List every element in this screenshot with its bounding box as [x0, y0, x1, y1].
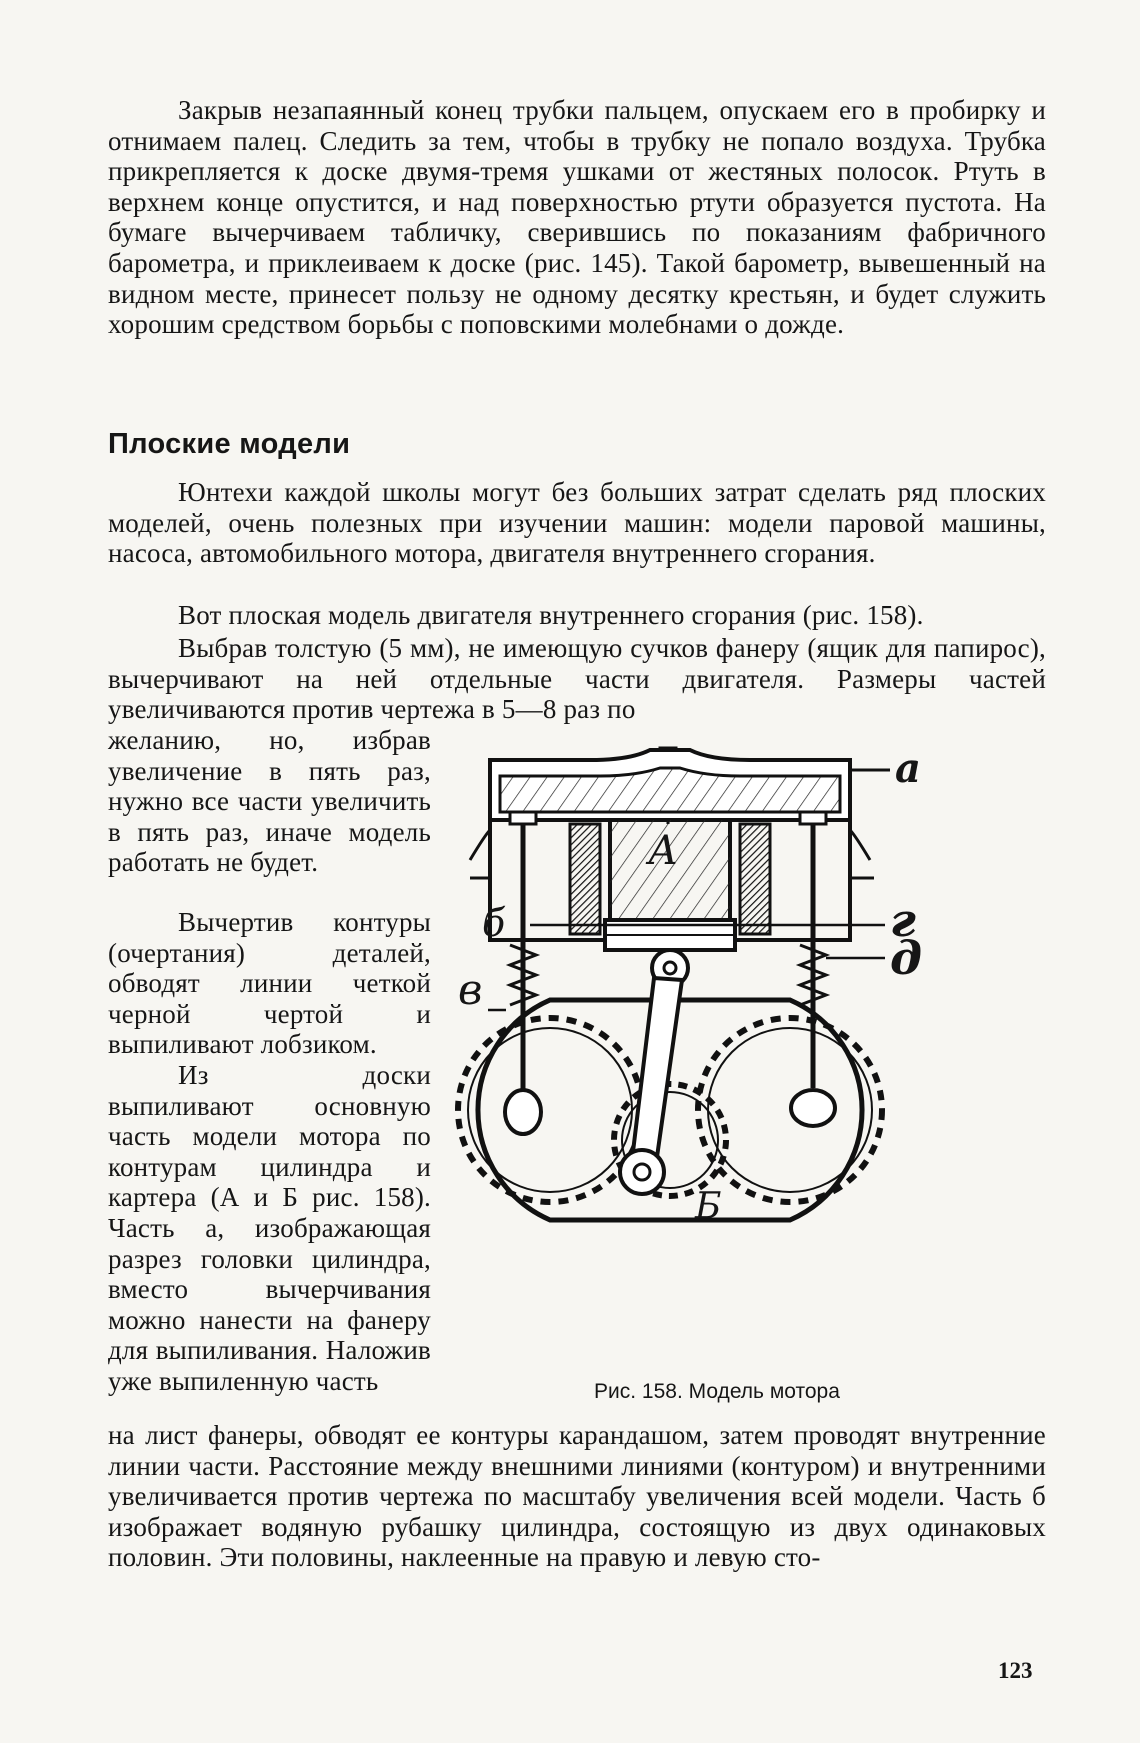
page-number: 123: [998, 1658, 1033, 1683]
label-valve: в: [458, 965, 483, 1014]
paragraph-intro: Юнтехи каждой школы могут без больших затрат сделать ряд плоских моделей, очень полезных при изучении машин: модели паровой машины, насоса, автомобильного мотора, двигателя внутреннего сгорания.: [108, 477, 1046, 569]
valve-left: [505, 812, 541, 1134]
section-heading: Плоские модели: [108, 428, 351, 460]
engine-model-figure: [458, 740, 1030, 1360]
paragraph-plywood: Выбрав толстую (5 мм), не имеющую сучков фанеру (ящик для папирос), вычерчивают на ней отдельные части двигателя. Размеры частей увеличиваются против чертежа в 5—8 раз по: [108, 633, 1046, 725]
paragraph-barometer: Закрыв незапаянный конец трубки пальцем, опускаем его в пробирку и отнимаем палец. Следить за тем, чтобы в трубку не попало воздуха. Трубка прикрепляется к доске двумя-тремя ушками от жестяных полосок. Ртуть в верхнем конце опустится, и над поверхностью ртути образуется пустота. На бумаге вычерчиваем табличку, сверившись по показаниям фабричного барометра, и приклеиваем к доске (рис. 145). Такой барометр, вывешенный на видном месте, принесет пользу не одному десятку крестьян, и будет служить хорошим средством борьбы с поповскими молебнами о дожде.: [108, 95, 1046, 340]
valve-right: [791, 812, 835, 1126]
gear-left: [458, 1018, 642, 1202]
cylinder-head: [490, 750, 850, 820]
label-spring: г: [890, 893, 916, 947]
paragraph-contours: Вычертив контуры (очертания) деталей, обводят линии четкой черной чертой и выпиливают лобзиком.: [108, 907, 431, 1060]
paragraph-plywood-continued: желанию, но, избрав увеличение в пять раз, нужно все части увеличить в пять раз, иначе модель работать не будет.: [108, 725, 431, 878]
label-jacket: б: [482, 901, 506, 945]
connecting-rod: [620, 950, 688, 1194]
label-piston: д: [890, 931, 922, 985]
paragraph-tracing: на лист фанеры, обводят ее контуры карандашом, затем проводят внутренние линии части. Расстояние между внешними линиями (контуром) и внутренними увеличивается против чертежа по масштабу увеличения всей модели. Часть б изображает водяную рубашку цилиндра, состоящую из двух одинаковых половин. Эти половины, наклеенные на правую и левую сто-: [108, 1420, 1046, 1573]
label-cylinder: А: [648, 828, 679, 874]
label-head: а: [895, 745, 921, 792]
paragraph-cutting: Из доски выпиливают основную часть модели мотора по контурам цилиндра и картера (А и Б рис. 158). Часть а, изображающая разрез головки цилиндра, вместо вычерчивания можно нанести на фанеру для выпиливания. Наложив уже выпиленную часть: [108, 1060, 431, 1396]
figure-caption: Рис. 158. Модель мотора: [594, 1380, 840, 1403]
label-crankcase: Б: [695, 1186, 722, 1227]
paragraph-model: Вот плоская модель двигателя внутреннего сгорания (рис. 158).: [178, 600, 924, 630]
